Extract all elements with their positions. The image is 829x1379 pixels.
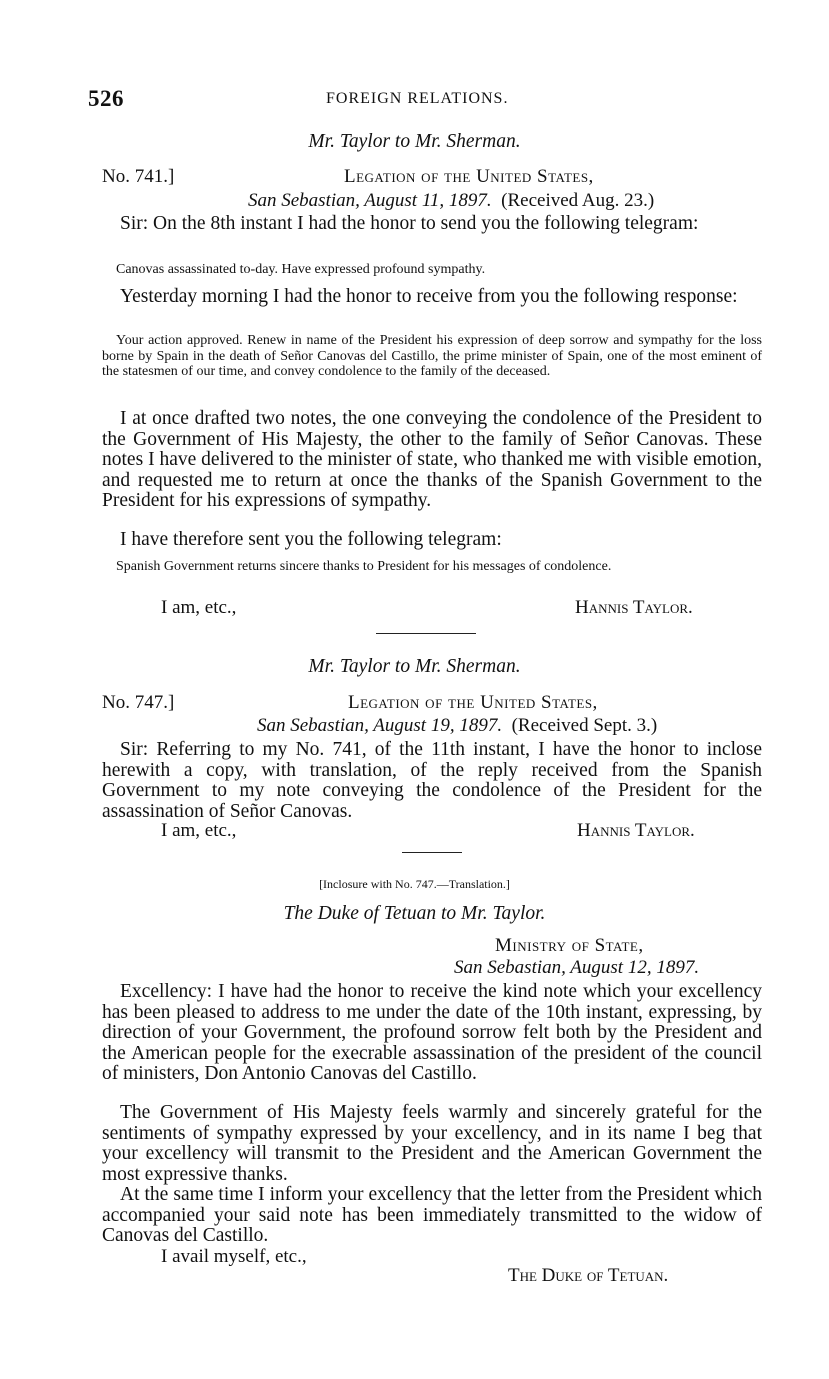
letter1-telegram1: Canovas assassinated to-day. Have expressed profound sympathy. [116,262,486,277]
letter2-dateline [257,715,657,737]
running-title: FOREIGN RELATIONS. [326,90,509,107]
letter2-heading: Mr. Taylor to Mr. Sherman. [308,656,521,677]
letter1-telegram3: Spanish Government returns sincere thanks to President for his messages of condolence. [116,559,612,574]
letter2-received: (Received Sept. 3.) [511,715,658,736]
inclosure-dateline [454,957,699,979]
letter2-legation: Legation of the United States, [348,692,598,713]
inclosure-heading: The Duke of Tetuan to Mr. Taylor. [283,903,546,924]
letter2-number: No. 747.] [102,692,175,713]
letter1-para3: I at once drafted two notes, the one conveying the condolence of the President to the Government of His Majesty, the other to the family of Señor Canovas. These notes I have delivered to the minister of state, who thanked me with visible emotion, and requested me to return at once the thanks of the Spanish Government to the President for his expressions of sympathy. [102,408,762,511]
letter2-signature: Hannis Taylor. [577,820,695,841]
letter1-para4: I have therefore sent you the following telegram: [120,529,502,550]
letter1-signature: Hannis Taylor. [575,597,693,618]
section-divider [376,633,476,634]
inclosure-closing: I avail myself, etc., [161,1246,307,1267]
inclosure-ministry: Ministry of State, [495,935,644,956]
letter1-closing: I am, etc., [161,597,237,618]
letter1-legation: Legation of the United States, [344,166,594,187]
inclosure-place-date: San Sebastian, August 12, 1897. [454,957,700,978]
letter2-place-date: San Sebastian, August 19, 1897. [257,715,503,736]
inclosure-note: [Inclosure with No. 747.—Translation.] [319,877,510,891]
letter1-para1: Sir: On the 8th instant I had the honor to send you the following telegram: [120,213,699,234]
letter1-para2: Yesterday morning I had the honor to receive from you the following response: [120,286,738,307]
letter2-para1: Sir: Referring to my No. 741, of the 11th instant, I have the honor to inclose herewith a copy, with translation, of the reply received from the Spanish Government to my note conveying the condolence of the President for the assassination of Señor Canovas. [102,739,762,822]
inclosure-para2: The Government of His Majesty feels warmly and sincerely grateful for the sentiments of sympathy expressed by your excellency, and in its name I beg that your excellency will transmit to the President and the American Government the most expressive thanks. [102,1102,762,1185]
running-head [88,86,768,114]
letter2-closing: I am, etc., [161,820,237,841]
letter1-heading: Mr. Taylor to Mr. Sherman. [308,131,521,152]
letter1-number: No. 741.] [102,166,175,187]
letter1-telegram2: Your action approved. Renew in name of the President his expression of deep sorrow and sympathy for the loss borne by Spain in the death of Señor Canovas del Castillo, the prime minister of Spain, one of the most eminent of the statesmen of our time, and convey condolence to the family of the deceased. [102,333,762,379]
section-divider-short [402,852,462,853]
letter1-received: (Received Aug. 23.) [501,190,655,211]
inclosure-para3: At the same time I inform your excellency that the letter from the President which accompanied your said note has been immediately transmitted to the widow of Canovas del Castillo. [102,1184,762,1246]
inclosure-signature: The Duke of Tetuan. [508,1265,669,1286]
inclosure-para1: Excellency: I have had the honor to receive the kind note which your excellency has been pleased to address to me under the date of the 10th instant, expressing, by direction of your Government, the profound sorrow felt both by the President and the American people for the execrable assassination of the president of the council of ministers, Don Antonio Canovas del Castillo. [102,981,762,1084]
letter1-place-date: San Sebastian, August 11, 1897. [248,190,492,211]
letter1-dateline [248,190,654,212]
page-number: 526 [88,86,124,111]
